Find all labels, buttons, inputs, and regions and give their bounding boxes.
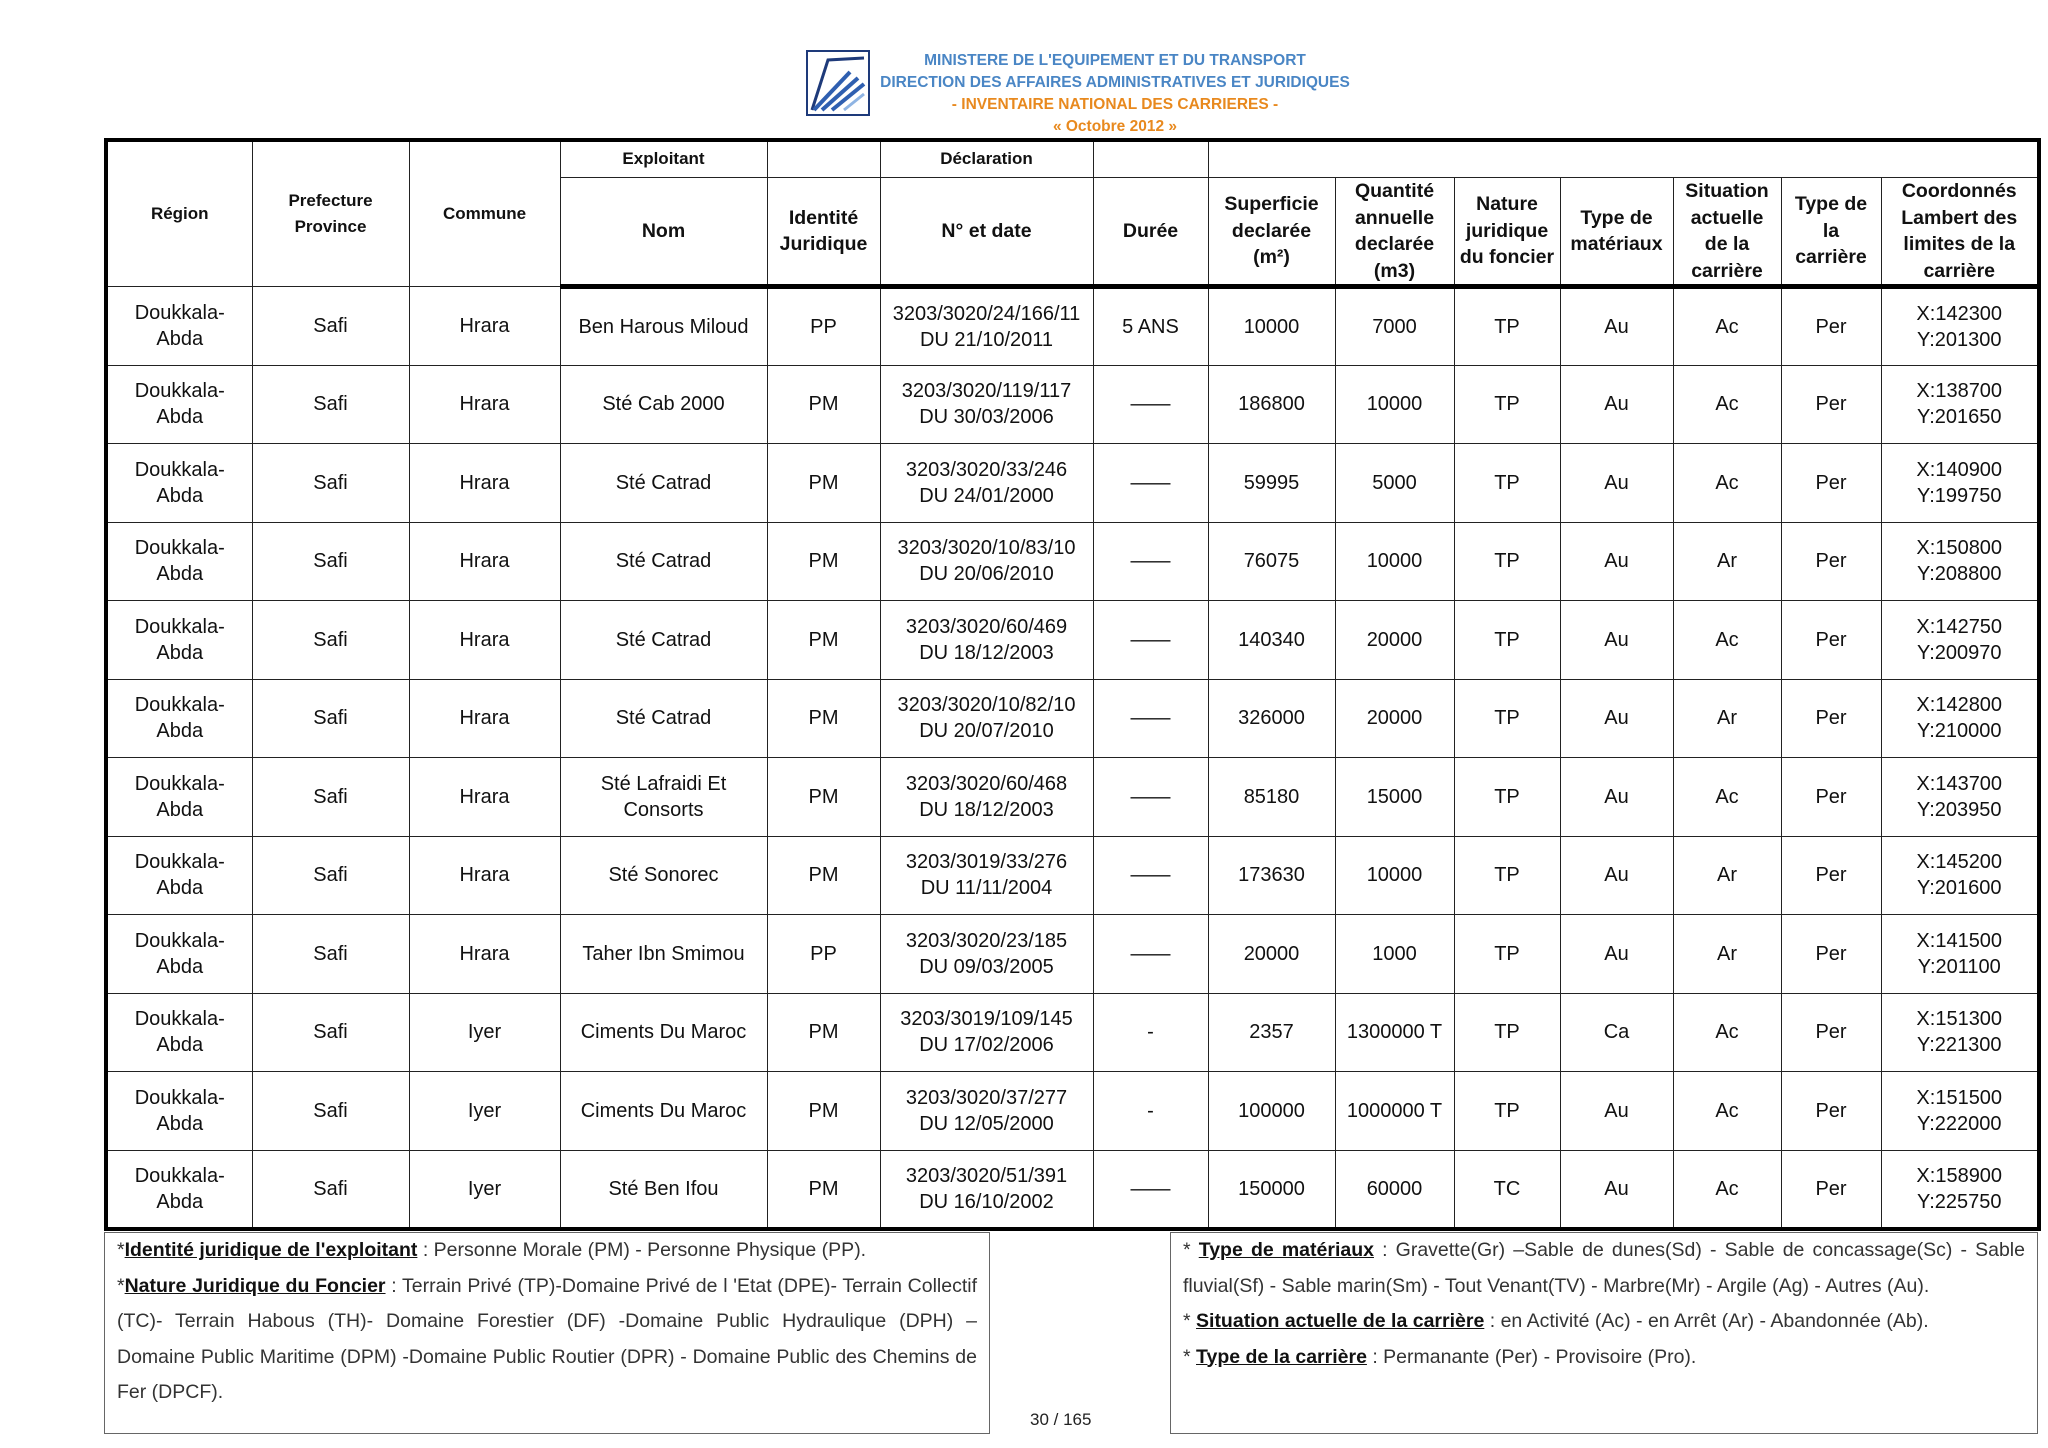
cell-situation: Ac xyxy=(1673,1150,1781,1229)
coord-y: Y:201300 xyxy=(1916,328,2002,351)
table-row xyxy=(106,365,2039,444)
legend-nature-text: : Terrain Privé (TP)-Domaine Privé de l 'Etat (DPE)- Terrain Collectif (TC)- Terrain Habous (TH)- Domaine Forestier (DF) -Domaine Public Hydraulique (DPH) – Domaine Public Maritime (DPM) -Domaine Public Routier (DPR) - Domaine Public des Chemins de Fer (DPCF). xyxy=(117,1274,977,1403)
declaration-number: 3203/3020/37/277 xyxy=(905,1086,1068,1109)
cell-nature: TP xyxy=(1454,915,1560,994)
cell-type-materiaux: Ca xyxy=(1560,993,1673,1072)
coord-x: X:142300 xyxy=(1916,302,2003,325)
cell-duree: 5 ANS xyxy=(1093,287,1208,366)
cell-region: Doukkala-Abda xyxy=(106,365,252,444)
declaration-date: DU 11/11/2004 xyxy=(920,877,1053,900)
ministry-logo xyxy=(806,50,870,116)
cell-region: Doukkala-Abda xyxy=(106,758,252,837)
cell-type-carriere: Per xyxy=(1781,601,1881,680)
cell-type-materiaux: Au xyxy=(1560,1150,1673,1229)
cell-type-carriere: Per xyxy=(1781,1072,1881,1151)
cell-type-carriere: Per xyxy=(1781,679,1881,758)
cell-coordonnees xyxy=(1881,1072,2039,1151)
cell-type-carriere: Per xyxy=(1781,993,1881,1072)
cell-province: Safi xyxy=(252,915,409,994)
cell-coordonnees xyxy=(1881,287,2039,366)
coord-x: X:158900 xyxy=(1916,1164,2003,1187)
cell-nom: Sté Cab 2000 xyxy=(560,365,767,444)
declaration-date: DU 20/07/2010 xyxy=(919,720,1054,743)
cell-type-materiaux: Au xyxy=(1560,915,1673,994)
col-header-type-materiaux: Type de matériaux xyxy=(1560,178,1673,287)
cell-coordonnees xyxy=(1881,758,2039,837)
coord-x: X:143700 xyxy=(1916,772,2003,795)
cell-superficie: 186800 xyxy=(1208,365,1335,444)
legend-right: * Type de matériaux : Gravette(Gr) –Sable de dunes(Sd) - Sable de concassage(Sc) - Sable fluvial(Sf) - Sable marin(Sm) - Tout Venant(TV) - Marbre(Mr) - Argile (Ag) - Autres (Au). * Situation actuelle de la carrière : en Activité (Ac) - en Arrêt (Ar) - Abandonnée (Ab). * Type de la carrière : Permanante (Per) - Provisoire (Pro). xyxy=(1170,1232,2038,1434)
declaration-number: 3203/3020/33/246 xyxy=(905,458,1068,481)
cell-duree: —— xyxy=(1093,601,1208,680)
cell-commune: Hrara xyxy=(409,915,560,994)
declaration-date: DU 20/06/2010 xyxy=(919,563,1054,586)
cell-duree: - xyxy=(1093,1072,1208,1151)
group-header-exploitant: Exploitant xyxy=(560,140,767,178)
cell-nature: TP xyxy=(1454,287,1560,366)
cell-nature: TP xyxy=(1454,758,1560,837)
col-header-superficie: Superficie declarée (m²) xyxy=(1208,178,1335,287)
cell-quantite: 1000000 T xyxy=(1335,1072,1454,1151)
cell-numero-date xyxy=(880,1150,1093,1229)
cell-region: Doukkala-Abda xyxy=(106,915,252,994)
cell-coordonnees xyxy=(1881,522,2039,601)
cell-commune: Hrara xyxy=(409,287,560,366)
declaration-number: 3203/3020/24/166/11 xyxy=(892,302,1081,325)
cell-numero-date xyxy=(880,836,1093,915)
declaration-number: 3203/3020/10/83/10 xyxy=(897,537,1076,560)
cell-commune: Hrara xyxy=(409,444,560,523)
col-header-coordonnees: Coordonnés Lambert des limites de la carrière xyxy=(1881,178,2039,287)
cell-type-carriere: Per xyxy=(1781,758,1881,837)
group-header-blank xyxy=(767,140,880,178)
cell-numero-date xyxy=(880,1072,1093,1151)
cell-type-carriere: Per xyxy=(1781,444,1881,523)
cell-nom: Sté Catrad xyxy=(560,522,767,601)
cell-numero-date xyxy=(880,993,1093,1072)
cell-quantite: 1300000 T xyxy=(1335,993,1454,1072)
cell-situation: Ar xyxy=(1673,915,1781,994)
cell-duree: —— xyxy=(1093,1150,1208,1229)
cell-superficie: 10000 xyxy=(1208,287,1335,366)
legend-type-materiaux-text: : Gravette(Gr) –Sable de dunes(Sd) - Sable de concassage(Sc) - Sable fluvial(Sf) - Sable marin(Sm) - Tout Venant(TV) - Marbre(Mr) - Argile (Ag) - Autres (Au). xyxy=(1183,1239,2025,1297)
cell-identite: PM xyxy=(767,993,880,1072)
coord-x: X:140900 xyxy=(1916,458,2003,481)
cell-numero-date xyxy=(880,679,1093,758)
legend-type-carriere-text: : Permanante (Per) - Provisoire (Pro). xyxy=(1366,1345,1697,1368)
legend-identite-text: : Personne Morale (PM) - Personne Physique (PP). xyxy=(417,1239,867,1261)
cell-province: Safi xyxy=(252,444,409,523)
cell-identite: PM xyxy=(767,522,880,601)
legend-situation-title: Situation actuelle de la carrière xyxy=(1196,1310,1485,1332)
header-inventory: - INVENTAIRE NATIONAL DES CARRIERES - xyxy=(951,96,1279,113)
cell-situation: Ar xyxy=(1673,836,1781,915)
cell-type-carriere: Per xyxy=(1781,836,1881,915)
cell-province: Safi xyxy=(252,1072,409,1151)
cell-province: Safi xyxy=(252,836,409,915)
cell-type-materiaux: Au xyxy=(1560,679,1673,758)
cell-commune: Hrara xyxy=(409,836,560,915)
cell-nature: TP xyxy=(1454,601,1560,680)
coord-y: Y:225750 xyxy=(1916,1190,2002,1213)
header-ministry: MINISTERE DE L'EQUIPEMENT ET DU TRANSPORT xyxy=(924,52,1306,69)
cell-quantite: 10000 xyxy=(1335,836,1454,915)
cell-type-carriere: Per xyxy=(1781,522,1881,601)
cell-coordonnees xyxy=(1881,915,2039,994)
coord-y: Y:208800 xyxy=(1916,563,2002,586)
cell-type-materiaux: Au xyxy=(1560,287,1673,366)
group-header-row xyxy=(106,140,2039,178)
col-header-duree: Durée xyxy=(1093,178,1208,287)
table-row xyxy=(106,758,2039,837)
cell-quantite: 10000 xyxy=(1335,365,1454,444)
cell-superficie: 59995 xyxy=(1208,444,1335,523)
declaration-number: 3203/3019/109/145 xyxy=(900,1008,1073,1031)
cell-commune: Hrara xyxy=(409,522,560,601)
col-header-province: Prefecture Province xyxy=(252,140,409,287)
cell-province: Safi xyxy=(252,1150,409,1229)
coord-x: X:145200 xyxy=(1916,851,2003,874)
cell-province: Safi xyxy=(252,365,409,444)
cell-duree: —— xyxy=(1093,444,1208,523)
declaration-date: DU 21/10/2011 xyxy=(919,328,1054,351)
cell-coordonnees xyxy=(1881,993,2039,1072)
cell-region: Doukkala-Abda xyxy=(106,679,252,758)
cell-nom: Sté Catrad xyxy=(560,444,767,523)
table-row xyxy=(106,522,2039,601)
coord-x: X:151500 xyxy=(1916,1086,2003,1109)
coord-x: X:142750 xyxy=(1916,615,2003,638)
cell-type-materiaux: Au xyxy=(1560,444,1673,523)
table-row xyxy=(106,1150,2039,1229)
cell-commune: Hrara xyxy=(409,679,560,758)
cell-region: Doukkala-Abda xyxy=(106,1150,252,1229)
cell-type-carriere: Per xyxy=(1781,1150,1881,1229)
cell-commune: Iyer xyxy=(409,1150,560,1229)
cell-nature: TP xyxy=(1454,993,1560,1072)
cell-superficie: 140340 xyxy=(1208,601,1335,680)
coord-y: Y:210000 xyxy=(1916,720,2002,743)
col-header-situation: Situation actuelle de la carrière xyxy=(1673,178,1781,287)
cell-region: Doukkala-Abda xyxy=(106,993,252,1072)
cell-coordonnees xyxy=(1881,1150,2039,1229)
cell-type-materiaux: Au xyxy=(1560,1072,1673,1151)
cell-nature: TP xyxy=(1454,444,1560,523)
cell-nom: Sté Sonorec xyxy=(560,836,767,915)
cell-situation: Ac xyxy=(1673,1072,1781,1151)
quarry-inventory-table xyxy=(104,138,2041,1231)
cell-quantite: 7000 xyxy=(1335,287,1454,366)
cell-commune: Iyer xyxy=(409,1072,560,1151)
declaration-number: 3203/3019/33/276 xyxy=(905,851,1068,874)
cell-nom: Ben Harous Miloud xyxy=(560,287,767,366)
cell-nature: TP xyxy=(1454,365,1560,444)
cell-superficie: 85180 xyxy=(1208,758,1335,837)
table-row xyxy=(106,836,2039,915)
cell-identite: PM xyxy=(767,679,880,758)
cell-identite: PP xyxy=(767,915,880,994)
header-date: « Octobre 2012 » xyxy=(1052,118,1178,135)
declaration-date: DU 18/12/2003 xyxy=(919,641,1054,664)
cell-situation: Ar xyxy=(1673,522,1781,601)
cell-superficie: 326000 xyxy=(1208,679,1335,758)
cell-duree: —— xyxy=(1093,915,1208,994)
cell-type-carriere: Per xyxy=(1781,915,1881,994)
group-header-blank xyxy=(1093,140,1208,178)
cell-province: Safi xyxy=(252,287,409,366)
col-header-identite: Identité Juridique xyxy=(767,178,880,287)
cell-nature: TP xyxy=(1454,679,1560,758)
coord-x: X:141500 xyxy=(1916,929,2003,952)
cell-region: Doukkala-Abda xyxy=(106,601,252,680)
cell-quantite: 60000 xyxy=(1335,1150,1454,1229)
cell-situation: Ac xyxy=(1673,444,1781,523)
cell-numero-date xyxy=(880,287,1093,366)
cell-superficie: 2357 xyxy=(1208,993,1335,1072)
cell-commune: Hrara xyxy=(409,601,560,680)
group-header-blank xyxy=(1208,140,2039,178)
legend-situation-text: : en Activité (Ac) - en Arrêt (Ar) - Abandonnée (Ab). xyxy=(1484,1310,1929,1332)
declaration-number: 3203/3020/119/117 xyxy=(901,380,1072,403)
cell-duree: —— xyxy=(1093,365,1208,444)
cell-quantite: 15000 xyxy=(1335,758,1454,837)
declaration-number: 3203/3020/23/185 xyxy=(905,929,1068,952)
cell-region: Doukkala-Abda xyxy=(106,836,252,915)
table-row xyxy=(106,601,2039,680)
cell-region: Doukkala-Abda xyxy=(106,287,252,366)
declaration-date: DU 30/03/2006 xyxy=(919,406,1054,429)
cell-numero-date xyxy=(880,601,1093,680)
cell-region: Doukkala-Abda xyxy=(106,444,252,523)
cell-commune: Iyer xyxy=(409,993,560,1072)
cell-coordonnees xyxy=(1881,444,2039,523)
declaration-number: 3203/3020/10/82/10 xyxy=(897,694,1076,717)
cell-quantite: 10000 xyxy=(1335,522,1454,601)
coord-y: Y:201100 xyxy=(1917,955,2001,978)
declaration-number: 3203/3020/51/391 xyxy=(905,1164,1068,1187)
cell-coordonnees xyxy=(1881,365,2039,444)
cell-superficie: 20000 xyxy=(1208,915,1335,994)
cell-duree: —— xyxy=(1093,836,1208,915)
cell-superficie: 100000 xyxy=(1208,1072,1335,1151)
cell-region: Doukkala-Abda xyxy=(106,522,252,601)
legend-type-materiaux-title: Type de matériaux xyxy=(1198,1239,1374,1261)
col-header-quantite: Quantité annuelle declarée (m3) xyxy=(1335,178,1454,287)
cell-identite: PP xyxy=(767,287,880,366)
cell-numero-date xyxy=(880,915,1093,994)
cell-superficie: 150000 xyxy=(1208,1150,1335,1229)
cell-numero-date xyxy=(880,365,1093,444)
cell-coordonnees xyxy=(1881,679,2039,758)
coord-y: Y:222000 xyxy=(1916,1112,2002,1135)
cell-identite: PM xyxy=(767,601,880,680)
cell-identite: PM xyxy=(767,444,880,523)
cell-nom: Taher Ibn Smimou xyxy=(560,915,767,994)
cell-duree: - xyxy=(1093,993,1208,1072)
cell-nom: Ciments Du Maroc xyxy=(560,1072,767,1151)
cell-nature: TP xyxy=(1454,522,1560,601)
legend-left: *Identité juridique de l'exploitant : Personne Morale (PM) - Personne Physique (PP). *Nature Juridique du Foncier : Terrain Privé (TP)-Domaine Privé de l 'Etat (DPE)- Terrain Collectif (TC)- Terrain Habous (TH)- Domaine Forestier (DF) -Domaine Public Hydraulique (DPH) – Domaine Public Maritime (DPM) -Domaine Public Routier (DPR) - Domaine Public des Chemins de Fer (DPCF). xyxy=(104,1232,990,1434)
col-header-commune: Commune xyxy=(409,140,560,287)
table-row xyxy=(106,444,2039,523)
cell-province: Safi xyxy=(252,993,409,1072)
cell-quantite: 1000 xyxy=(1335,915,1454,994)
group-header-declaration: Déclaration xyxy=(880,140,1093,178)
cell-quantite: 20000 xyxy=(1335,601,1454,680)
document-header xyxy=(880,50,1350,138)
cell-duree: —— xyxy=(1093,522,1208,601)
cell-nom: Sté Catrad xyxy=(560,601,767,680)
cell-nom: Sté Ben Ifou xyxy=(560,1150,767,1229)
coord-y: Y:201600 xyxy=(1916,877,2002,900)
col-header-region: Région xyxy=(106,140,252,287)
table-row xyxy=(106,287,2039,366)
table-row xyxy=(106,679,2039,758)
coord-y: Y:203950 xyxy=(1916,798,2002,821)
cell-nature: TP xyxy=(1454,1072,1560,1151)
legend-type-carriere-title: Type de la carrière xyxy=(1196,1345,1367,1368)
cell-type-materiaux: Au xyxy=(1560,522,1673,601)
cell-nature: TC xyxy=(1454,1150,1560,1229)
cell-quantite: 5000 xyxy=(1335,444,1454,523)
cell-identite: PM xyxy=(767,758,880,837)
cell-situation: Ac xyxy=(1673,993,1781,1072)
page-number: 30 / 165 xyxy=(1030,1410,1092,1429)
declaration-date: DU 16/10/2002 xyxy=(919,1190,1054,1213)
cell-situation: Ac xyxy=(1673,758,1781,837)
declaration-date: DU 17/02/2006 xyxy=(919,1034,1054,1057)
declaration-date: DU 18/12/2003 xyxy=(919,798,1054,821)
cell-identite: PM xyxy=(767,836,880,915)
cell-commune: Hrara xyxy=(409,365,560,444)
cell-type-materiaux: Au xyxy=(1560,758,1673,837)
cell-type-materiaux: Au xyxy=(1560,836,1673,915)
coord-y: Y:199750 xyxy=(1916,484,2002,507)
cell-superficie: 173630 xyxy=(1208,836,1335,915)
col-header-type-carriere: Type de la carrière xyxy=(1781,178,1881,287)
cell-nom: Ciments Du Maroc xyxy=(560,993,767,1072)
table-row xyxy=(106,993,2039,1072)
coord-x: X:142800 xyxy=(1916,694,2003,717)
header-direction: DIRECTION DES AFFAIRES ADMINISTRATIVES ET JURIDIQUES xyxy=(880,74,1350,91)
declaration-date: DU 12/05/2000 xyxy=(919,1112,1054,1135)
declaration-number: 3203/3020/60/469 xyxy=(905,615,1068,638)
coord-x: X:150800 xyxy=(1916,537,2003,560)
coord-y: Y:200970 xyxy=(1916,641,2002,664)
cell-numero-date xyxy=(880,444,1093,523)
cell-quantite: 20000 xyxy=(1335,679,1454,758)
cell-province: Safi xyxy=(252,679,409,758)
cell-situation: Ac xyxy=(1673,601,1781,680)
cell-numero-date xyxy=(880,522,1093,601)
cell-type-carriere: Per xyxy=(1781,287,1881,366)
cell-type-materiaux: Au xyxy=(1560,601,1673,680)
col-header-nom: Nom xyxy=(560,178,767,287)
coord-y: Y:221300 xyxy=(1916,1034,2002,1057)
coord-x: X:151300 xyxy=(1916,1008,2003,1031)
cell-province: Safi xyxy=(252,758,409,837)
legend-identite-title: Identité juridique de l'exploitant xyxy=(124,1239,418,1261)
cell-type-carriere: Per xyxy=(1781,365,1881,444)
cell-coordonnees xyxy=(1881,601,2039,680)
cell-situation: Ac xyxy=(1673,287,1781,366)
cell-situation: Ac xyxy=(1673,365,1781,444)
cell-situation: Ar xyxy=(1673,679,1781,758)
coord-x: X:138700 xyxy=(1916,380,2003,403)
col-header-nature: Nature juridique du foncier xyxy=(1454,178,1560,287)
table-row xyxy=(106,1072,2039,1151)
col-header-numero: N° et date xyxy=(880,178,1093,287)
cell-identite: PM xyxy=(767,365,880,444)
legend-nature-title: Nature Juridique du Foncier xyxy=(124,1274,386,1297)
declaration-number: 3203/3020/60/468 xyxy=(905,772,1068,795)
cell-commune: Hrara xyxy=(409,758,560,837)
cell-numero-date xyxy=(880,758,1093,837)
cell-province: Safi xyxy=(252,522,409,601)
cell-identite: PM xyxy=(767,1072,880,1151)
cell-superficie: 76075 xyxy=(1208,522,1335,601)
cell-province: Safi xyxy=(252,601,409,680)
table-row xyxy=(106,915,2039,994)
cell-identite: PM xyxy=(767,1150,880,1229)
coord-y: Y:201650 xyxy=(1916,406,2002,429)
cell-nom: Sté Lafraidi Et Consorts xyxy=(560,758,767,837)
cell-duree: —— xyxy=(1093,758,1208,837)
cell-nature: TP xyxy=(1454,836,1560,915)
declaration-date: DU 24/01/2000 xyxy=(919,484,1054,507)
cell-type-materiaux: Au xyxy=(1560,365,1673,444)
cell-coordonnees xyxy=(1881,836,2039,915)
declaration-date: DU 09/03/2005 xyxy=(919,955,1054,978)
cell-region: Doukkala-Abda xyxy=(106,1072,252,1151)
cell-nom: Sté Catrad xyxy=(560,679,767,758)
cell-duree: —— xyxy=(1093,679,1208,758)
